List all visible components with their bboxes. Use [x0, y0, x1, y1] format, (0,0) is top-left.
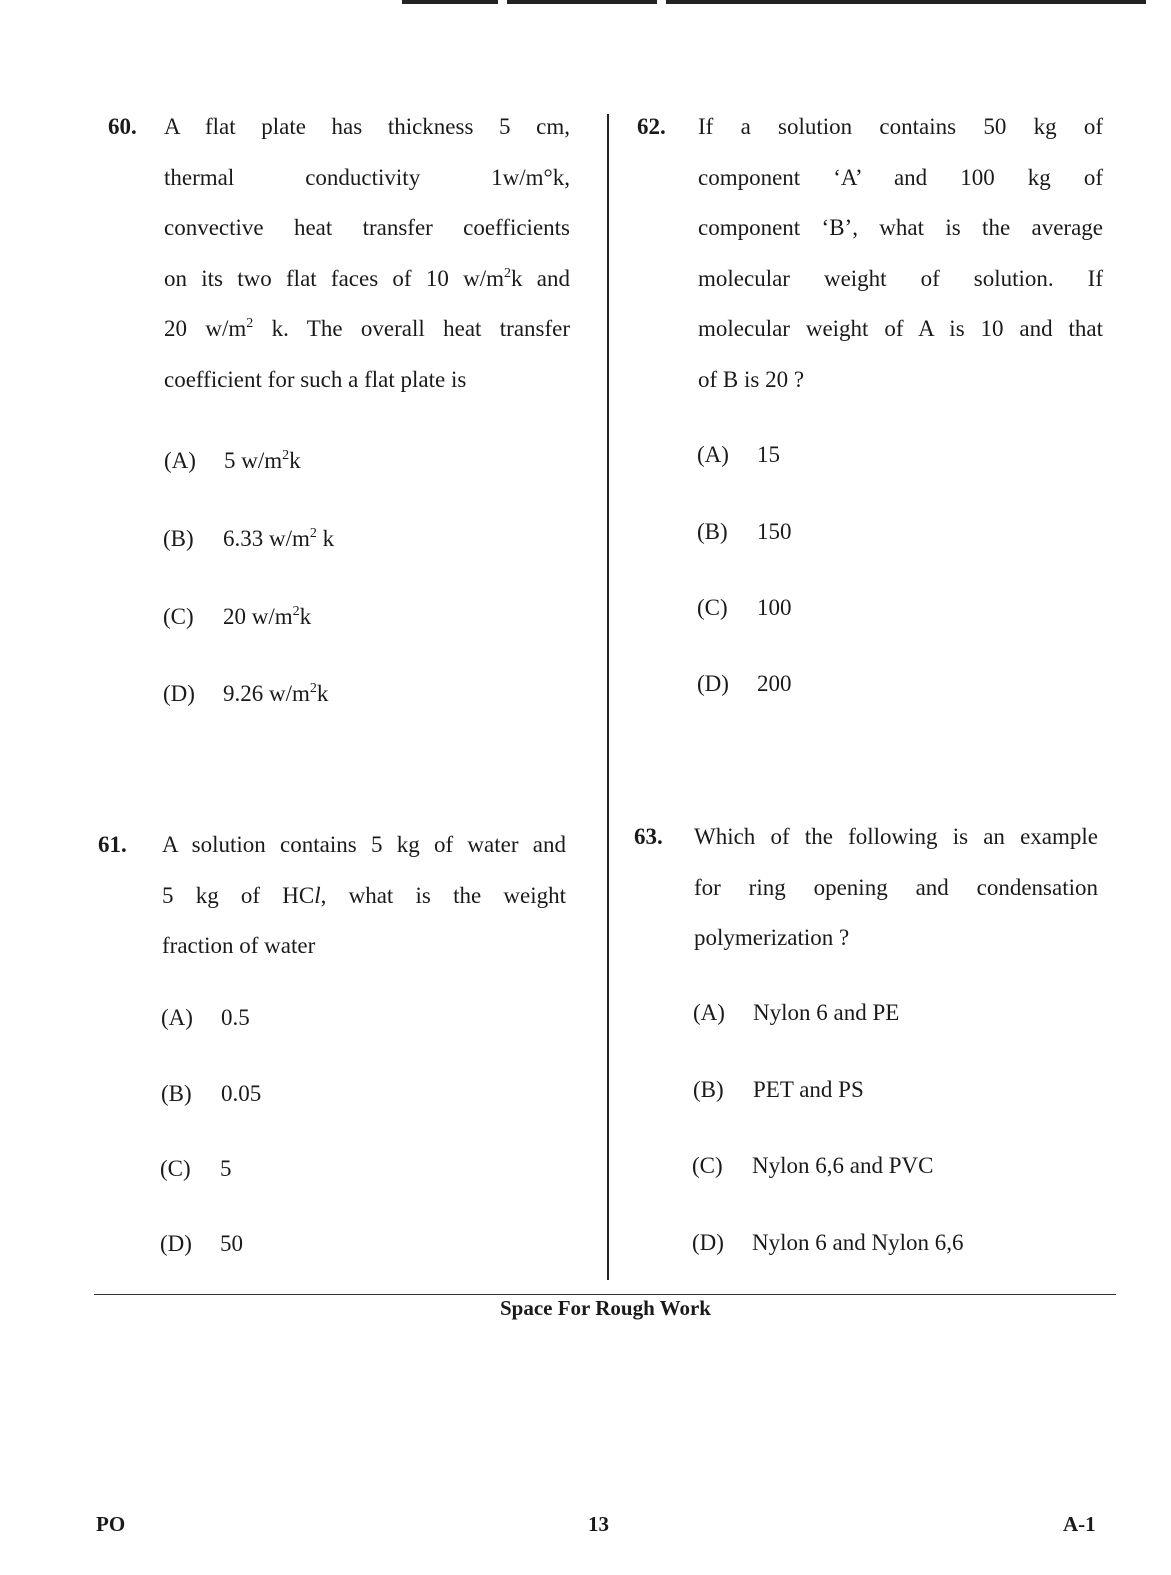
option-c: [697, 595, 792, 621]
question-number: 63.: [634, 824, 663, 849]
stem-line: fraction of water: [162, 933, 316, 958]
superscript: 2: [282, 448, 290, 463]
stem-text: , what is the weight: [320, 882, 566, 908]
option-a: [164, 448, 301, 474]
stem-text: k. The overall heat transfer: [253, 316, 570, 341]
top-rule-short: [402, 0, 498, 4]
rough-work-heading: Space For Rough Work: [499, 1296, 711, 1320]
question-stem: [162, 820, 566, 972]
column-divider: [607, 114, 609, 1280]
option-text: 15: [757, 442, 780, 467]
option-text: 0.05: [221, 1081, 262, 1106]
page-number: 13: [588, 1512, 609, 1536]
superscript: 2: [292, 604, 300, 619]
option-label: (D): [692, 1230, 724, 1255]
option-d: [160, 1231, 243, 1257]
option-label: (A): [161, 1005, 193, 1030]
option-label: (B): [693, 1077, 724, 1102]
question-stem: [698, 102, 1103, 405]
stem-line: If a solution contains 50 kg of: [698, 114, 1103, 139]
stem-text: 5 kg of HC: [162, 882, 315, 908]
stem-line: molecular weight of A is 10 and that: [698, 316, 1103, 341]
option-text: Nylon 6,6 and PVC: [752, 1153, 934, 1178]
option-text: 6.33 w/m: [223, 526, 310, 551]
stem-line: component ‘A’ and 100 kg of: [698, 164, 1103, 190]
option-label: (C): [163, 604, 194, 629]
option-text: 50: [220, 1231, 243, 1256]
option-label: (B): [161, 1081, 192, 1106]
superscript: 2: [504, 265, 512, 281]
option-label: (C): [160, 1156, 191, 1181]
stem-line: molecular weight of solution. If: [698, 265, 1103, 291]
superscript: 2: [309, 526, 317, 541]
option-text: 5 w/m: [224, 448, 283, 473]
stem-line: of B is 20 ?: [698, 366, 805, 392]
option-text: 20 w/m: [223, 604, 293, 629]
booklet-series: A-1: [1063, 1512, 1096, 1536]
option-b: [163, 526, 334, 552]
stem-line: convective heat transfer coefficients: [164, 215, 570, 240]
option-text: 100: [757, 595, 792, 620]
option-a: [697, 442, 780, 468]
stem-line: coefficient for such a flat plate is: [164, 366, 467, 392]
stem-line: A solution contains 5 kg of water and: [162, 832, 566, 857]
stem-line: A flat plate has thickness 5 cm,: [164, 114, 570, 139]
option-text: 5: [220, 1156, 232, 1181]
option-label: (C): [697, 595, 728, 620]
option-label: (A): [693, 1000, 725, 1025]
option-d: [692, 1230, 963, 1256]
top-rule-right: [666, 0, 1146, 4]
option-c: [163, 604, 311, 630]
stem-text: k and: [511, 265, 570, 291]
option-label: (A): [697, 442, 729, 467]
option-text: k: [299, 604, 312, 629]
stem-line: for ring opening and condensation: [694, 874, 1098, 900]
option-text: 200: [757, 671, 792, 696]
stem-text: 20 w/m: [164, 316, 247, 341]
option-text: 150: [757, 519, 792, 544]
option-text: Nylon 6 and PE: [753, 1000, 900, 1025]
question-stem: [164, 102, 570, 405]
option-b: [697, 519, 792, 545]
question-number: 60.: [108, 114, 137, 139]
option-c: [692, 1153, 933, 1179]
superscript: 2: [246, 316, 254, 331]
option-text: 0.5: [221, 1005, 250, 1030]
option-b: [161, 1081, 261, 1107]
stem-line: [162, 871, 566, 922]
option-text: k: [316, 681, 329, 706]
stem-line: [164, 304, 570, 355]
option-label: (D): [697, 671, 729, 696]
option-label: (B): [697, 519, 728, 544]
superscript: 2: [309, 681, 317, 696]
option-b: [693, 1077, 864, 1103]
option-a: [693, 1000, 899, 1026]
option-text: k: [316, 526, 335, 551]
question-number: 61.: [98, 832, 127, 857]
option-label: (D): [163, 681, 195, 706]
option-d: [697, 671, 792, 697]
option-text: k: [289, 448, 301, 473]
option-text: 9.26 w/m: [223, 681, 310, 706]
option-d: [163, 681, 328, 707]
rough-work-rule: [94, 1294, 1116, 1295]
option-c: [160, 1156, 232, 1182]
question-number: 62.: [637, 114, 666, 139]
stem-line: thermal conductivity 1w/m°k,: [164, 164, 570, 190]
stem-line: polymerization ?: [694, 925, 850, 950]
option-label: (B): [163, 526, 194, 551]
question-stem: [694, 812, 1098, 964]
option-a: [161, 1005, 250, 1031]
option-text: Nylon 6 and Nylon 6,6: [752, 1230, 964, 1255]
option-text: PET and PS: [753, 1077, 864, 1102]
stem-line: [164, 254, 570, 305]
option-label: (D): [160, 1231, 192, 1256]
top-rule-mid: [507, 0, 657, 4]
option-label: (C): [692, 1153, 723, 1178]
stem-line: Which of the following is an example: [694, 824, 1098, 849]
footer-code: PO: [96, 1512, 126, 1536]
stem-line: component ‘B’, what is the average: [698, 215, 1103, 240]
stem-italic: l: [314, 882, 321, 908]
option-label: (A): [164, 448, 196, 473]
stem-text: on its two flat faces of 10 w/m: [164, 265, 505, 291]
